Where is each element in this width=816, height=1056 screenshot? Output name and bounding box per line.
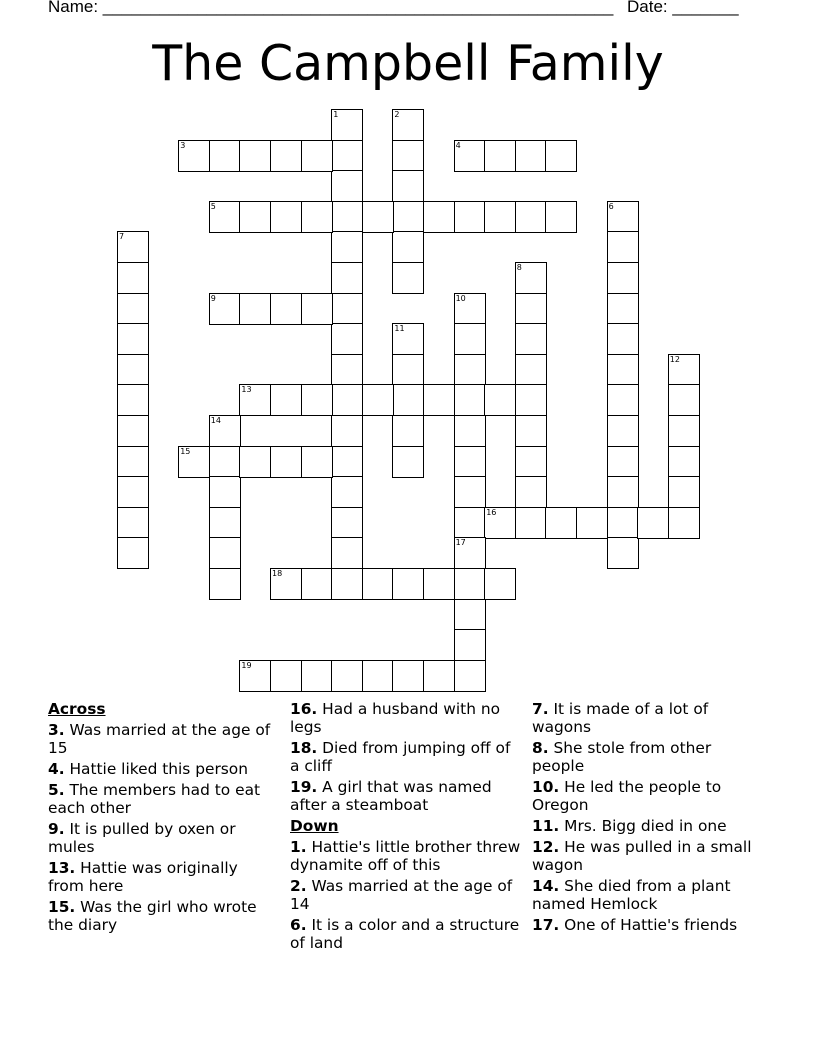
grid-cell[interactable] bbox=[515, 415, 547, 447]
grid-cell[interactable] bbox=[607, 323, 639, 355]
grid-cell[interactable] bbox=[392, 660, 424, 692]
clue-across bbox=[48, 760, 278, 778]
grid-cell[interactable] bbox=[117, 323, 149, 355]
grid-cell[interactable] bbox=[301, 140, 333, 172]
clue-text: One of Hattie's friends bbox=[564, 916, 738, 934]
cell-number: 14 bbox=[210, 416, 221, 425]
clue-number: 11. bbox=[532, 817, 560, 835]
grid-cell[interactable] bbox=[607, 384, 639, 416]
clue-text: She died from a plant named Hemlock bbox=[532, 877, 731, 913]
grid-cell[interactable] bbox=[392, 446, 424, 478]
grid-cell[interactable] bbox=[209, 446, 241, 478]
grid-cell[interactable] bbox=[270, 660, 302, 692]
clue-text: Had a husband with no legs bbox=[290, 700, 501, 736]
clue-number: 17. bbox=[532, 916, 560, 934]
grid-cell[interactable] bbox=[331, 507, 363, 539]
grid-cell[interactable] bbox=[117, 293, 149, 325]
clue-text: The members had to eat each other bbox=[48, 781, 261, 817]
grid-cell[interactable] bbox=[331, 354, 363, 386]
grid-cell[interactable] bbox=[331, 537, 363, 569]
grid-cell[interactable] bbox=[423, 660, 455, 692]
grid-cell[interactable] bbox=[270, 568, 302, 600]
grid-cell[interactable] bbox=[484, 568, 516, 600]
clue-across bbox=[48, 820, 278, 856]
across-heading: Across bbox=[48, 700, 106, 718]
grid-cell[interactable] bbox=[484, 507, 516, 539]
grid-cell[interactable] bbox=[668, 446, 700, 478]
grid-cell[interactable] bbox=[209, 537, 241, 569]
grid-cell[interactable] bbox=[270, 140, 302, 172]
grid-cell[interactable] bbox=[392, 231, 424, 263]
grid-cell[interactable] bbox=[331, 262, 363, 294]
grid-cell[interactable] bbox=[331, 140, 363, 172]
grid-cell[interactable] bbox=[392, 262, 424, 294]
grid-cell[interactable] bbox=[454, 354, 486, 386]
cell-number: 3 bbox=[180, 140, 186, 150]
grid-cell[interactable] bbox=[331, 109, 363, 141]
grid-cell[interactable] bbox=[607, 262, 639, 294]
clue-text: He was pulled in a small wagon bbox=[532, 838, 752, 874]
grid-cell[interactable] bbox=[515, 507, 547, 539]
cell-number: 2 bbox=[394, 110, 400, 119]
clue-number: 9. bbox=[48, 820, 65, 838]
page-title: The Campbell Family bbox=[152, 35, 664, 92]
grid-cell[interactable] bbox=[454, 476, 486, 508]
grid-cell[interactable] bbox=[515, 446, 547, 478]
clue-text: Was married at the age of 15 bbox=[48, 721, 271, 757]
grid-cell[interactable] bbox=[545, 140, 577, 172]
clue-down bbox=[532, 700, 764, 736]
grid-cell[interactable] bbox=[301, 568, 333, 600]
clue-number: 16. bbox=[290, 700, 318, 718]
grid-cell[interactable] bbox=[331, 476, 363, 508]
grid-cell[interactable] bbox=[454, 446, 486, 478]
clue-text: A girl that was named after a steamboat bbox=[290, 778, 492, 814]
clue-down bbox=[290, 916, 522, 952]
grid-cell[interactable] bbox=[178, 140, 210, 172]
grid-cell[interactable] bbox=[454, 201, 486, 233]
grid-cell[interactable] bbox=[454, 568, 486, 600]
grid-cell[interactable] bbox=[545, 201, 577, 233]
grid-cell[interactable] bbox=[515, 201, 547, 233]
clue-text: It is pulled by oxen or mules bbox=[48, 820, 236, 856]
grid-cell[interactable] bbox=[117, 231, 149, 263]
grid-cell[interactable] bbox=[117, 415, 149, 447]
grid-cell[interactable] bbox=[668, 384, 700, 416]
grid-cell[interactable] bbox=[331, 568, 363, 600]
grid-cell[interactable] bbox=[607, 507, 639, 539]
grid-cell[interactable] bbox=[209, 140, 241, 172]
grid-cell[interactable] bbox=[362, 568, 394, 600]
grid-cell[interactable] bbox=[545, 507, 577, 539]
grid-cell[interactable] bbox=[515, 293, 547, 325]
clue-text: Died from jumping off of a cliff bbox=[290, 739, 511, 775]
grid-cell[interactable] bbox=[331, 384, 363, 416]
grid-cell[interactable] bbox=[515, 262, 547, 294]
clue-down bbox=[290, 877, 522, 913]
grid-cell[interactable] bbox=[607, 537, 639, 569]
cell-number: 15 bbox=[180, 446, 191, 456]
cell-number: 12 bbox=[669, 354, 680, 364]
clue-number: 8. bbox=[532, 739, 549, 757]
grid-cell[interactable] bbox=[362, 384, 394, 416]
grid-cell[interactable] bbox=[607, 201, 639, 233]
grid-cell[interactable] bbox=[362, 660, 394, 692]
grid-cell[interactable] bbox=[301, 384, 333, 416]
grid-cell[interactable] bbox=[301, 660, 333, 692]
cell-number: 5 bbox=[210, 201, 216, 211]
clue-number: 14. bbox=[532, 877, 560, 895]
grid-cell[interactable] bbox=[668, 354, 700, 386]
clue-number: 19. bbox=[290, 778, 318, 796]
grid-cell[interactable] bbox=[454, 293, 486, 325]
grid-cell[interactable] bbox=[423, 201, 455, 233]
grid-cell[interactable] bbox=[392, 568, 424, 600]
cell-number: 13 bbox=[241, 385, 252, 395]
clue-text: Hattie liked this person bbox=[69, 760, 248, 778]
clue-across bbox=[48, 721, 278, 757]
clue-down bbox=[532, 817, 764, 835]
cell-number: 9 bbox=[210, 293, 216, 303]
grid-cell[interactable] bbox=[117, 446, 149, 478]
grid-cell[interactable] bbox=[117, 262, 149, 294]
grid-cell[interactable] bbox=[117, 354, 149, 386]
name-field-label: Name: ______________________________________________________ bbox=[48, 0, 614, 16]
grid-cell[interactable] bbox=[668, 507, 700, 539]
clue-down bbox=[532, 739, 764, 775]
grid-cell[interactable] bbox=[607, 476, 639, 508]
grid-cell[interactable] bbox=[209, 507, 241, 539]
clue-down bbox=[532, 838, 764, 874]
clue-text: It is made of a lot of wagons bbox=[532, 700, 709, 736]
grid-cell[interactable] bbox=[239, 201, 271, 233]
grid-cell[interactable] bbox=[484, 384, 516, 416]
grid-cell[interactable] bbox=[301, 293, 333, 325]
grid-cell[interactable] bbox=[454, 415, 486, 447]
grid-cell[interactable] bbox=[392, 384, 424, 416]
clue-across bbox=[48, 859, 278, 895]
grid-cell[interactable] bbox=[392, 170, 424, 202]
grid-cell[interactable] bbox=[392, 323, 424, 355]
grid-cell[interactable] bbox=[392, 354, 424, 386]
grid-cell[interactable] bbox=[239, 446, 271, 478]
grid-cell[interactable] bbox=[668, 415, 700, 447]
grid-cell[interactable] bbox=[515, 384, 547, 416]
grid-cell[interactable] bbox=[392, 140, 424, 172]
grid-cell[interactable] bbox=[331, 446, 363, 478]
clue-number: 3. bbox=[48, 721, 65, 739]
cell-number: 1 bbox=[333, 110, 339, 119]
clue-down bbox=[532, 877, 764, 913]
grid-cell[interactable] bbox=[454, 507, 486, 539]
grid-cell[interactable] bbox=[454, 140, 486, 172]
cell-number: 10 bbox=[455, 293, 466, 303]
grid-cell[interactable] bbox=[178, 446, 210, 478]
grid-cell[interactable] bbox=[484, 201, 516, 233]
grid-cell[interactable] bbox=[209, 293, 241, 325]
grid-cell[interactable] bbox=[392, 415, 424, 447]
clue-column-2 bbox=[290, 700, 522, 955]
grid-cell[interactable] bbox=[270, 384, 302, 416]
clue-column-1 bbox=[48, 700, 278, 937]
clue-number: 13. bbox=[48, 859, 76, 877]
grid-cell[interactable] bbox=[423, 384, 455, 416]
clue-number: 7. bbox=[532, 700, 549, 718]
grid-cell[interactable] bbox=[607, 293, 639, 325]
clue-number: 18. bbox=[290, 739, 318, 757]
clue-across bbox=[290, 739, 522, 775]
grid-cell[interactable] bbox=[331, 231, 363, 263]
grid-cell[interactable] bbox=[454, 384, 486, 416]
grid-cell[interactable] bbox=[209, 568, 241, 600]
clue-across bbox=[290, 778, 522, 814]
down-heading: Down bbox=[290, 817, 339, 835]
grid-cell[interactable] bbox=[239, 293, 271, 325]
clue-number: 4. bbox=[48, 760, 65, 778]
clue-text: It is a color and a structure of land bbox=[290, 916, 520, 952]
grid-cell[interactable] bbox=[270, 446, 302, 478]
grid-cell[interactable] bbox=[301, 201, 333, 233]
grid-cell[interactable] bbox=[331, 170, 363, 202]
grid-cell[interactable] bbox=[239, 140, 271, 172]
grid-cell[interactable] bbox=[331, 201, 363, 233]
cell-number: 19 bbox=[241, 660, 252, 670]
clue-number: 10. bbox=[532, 778, 560, 796]
grid-cell[interactable] bbox=[607, 354, 639, 386]
clue-number: 12. bbox=[532, 838, 560, 856]
grid-cell[interactable] bbox=[515, 323, 547, 355]
grid-cell[interactable] bbox=[607, 231, 639, 263]
clue-text: Hattie was originally from here bbox=[48, 859, 238, 895]
grid-cell[interactable] bbox=[239, 660, 271, 692]
clue-down bbox=[290, 838, 522, 874]
clue-across bbox=[290, 700, 522, 736]
grid-cell[interactable] bbox=[515, 354, 547, 386]
grid-cell[interactable] bbox=[515, 476, 547, 508]
clue-text: Hattie's little brother threw dynamite off of this bbox=[290, 838, 521, 874]
cell-number: 11 bbox=[394, 324, 405, 334]
grid-cell[interactable] bbox=[117, 537, 149, 569]
clue-column-3 bbox=[532, 700, 764, 937]
cell-number: 6 bbox=[608, 201, 614, 211]
cell-number: 17 bbox=[455, 538, 466, 548]
grid-cell[interactable] bbox=[331, 323, 363, 355]
grid-cell[interactable] bbox=[362, 201, 394, 233]
grid-cell[interactable] bbox=[576, 507, 608, 539]
grid-cell[interactable] bbox=[270, 293, 302, 325]
clue-down bbox=[532, 916, 764, 934]
clue-text: Was the girl who wrote the diary bbox=[48, 898, 257, 934]
cell-number: 8 bbox=[516, 263, 522, 272]
cell-number: 4 bbox=[455, 140, 461, 150]
grid-cell[interactable] bbox=[117, 384, 149, 416]
clue-text: He led the people to Oregon bbox=[532, 778, 722, 814]
grid-cell[interactable] bbox=[607, 446, 639, 478]
grid-cell[interactable] bbox=[117, 476, 149, 508]
clue-number: 1. bbox=[290, 838, 307, 856]
grid-cell[interactable] bbox=[454, 629, 486, 661]
grid-cell[interactable] bbox=[239, 384, 271, 416]
grid-cell[interactable] bbox=[515, 140, 547, 172]
clue-text: She stole from other people bbox=[532, 739, 712, 775]
clue-down bbox=[532, 778, 764, 814]
clue-text: Mrs. Bigg died in one bbox=[564, 817, 727, 835]
grid-cell[interactable] bbox=[392, 201, 424, 233]
grid-cell[interactable] bbox=[117, 507, 149, 539]
grid-cell[interactable] bbox=[209, 415, 241, 447]
grid-cell[interactable] bbox=[209, 476, 241, 508]
grid-cell[interactable] bbox=[331, 660, 363, 692]
clue-text: Was married at the age of 14 bbox=[290, 877, 513, 913]
grid-cell[interactable] bbox=[301, 446, 333, 478]
cell-number: 16 bbox=[486, 507, 497, 517]
grid-cell[interactable] bbox=[331, 415, 363, 447]
grid-cell[interactable] bbox=[454, 660, 486, 692]
grid-cell[interactable] bbox=[668, 476, 700, 508]
grid-cell[interactable] bbox=[423, 568, 455, 600]
clue-across bbox=[48, 781, 278, 817]
grid-cell[interactable] bbox=[454, 537, 486, 569]
grid-cell[interactable] bbox=[454, 599, 486, 631]
grid-cell[interactable] bbox=[209, 201, 241, 233]
grid-cell[interactable] bbox=[392, 109, 424, 141]
grid-cell[interactable] bbox=[607, 415, 639, 447]
clue-number: 5. bbox=[48, 781, 65, 799]
grid-cell[interactable] bbox=[484, 140, 516, 172]
grid-cell[interactable] bbox=[270, 201, 302, 233]
clue-number: 6. bbox=[290, 916, 307, 934]
clue-across bbox=[48, 898, 278, 934]
grid-cell[interactable] bbox=[331, 293, 363, 325]
clue-number: 2. bbox=[290, 877, 307, 895]
grid-cell[interactable] bbox=[637, 507, 669, 539]
cell-number: 7 bbox=[119, 232, 125, 242]
clue-number: 15. bbox=[48, 898, 76, 916]
cell-number: 18 bbox=[272, 569, 283, 578]
grid-cell[interactable] bbox=[454, 323, 486, 355]
date-field-label: Date: _______ bbox=[627, 0, 739, 16]
